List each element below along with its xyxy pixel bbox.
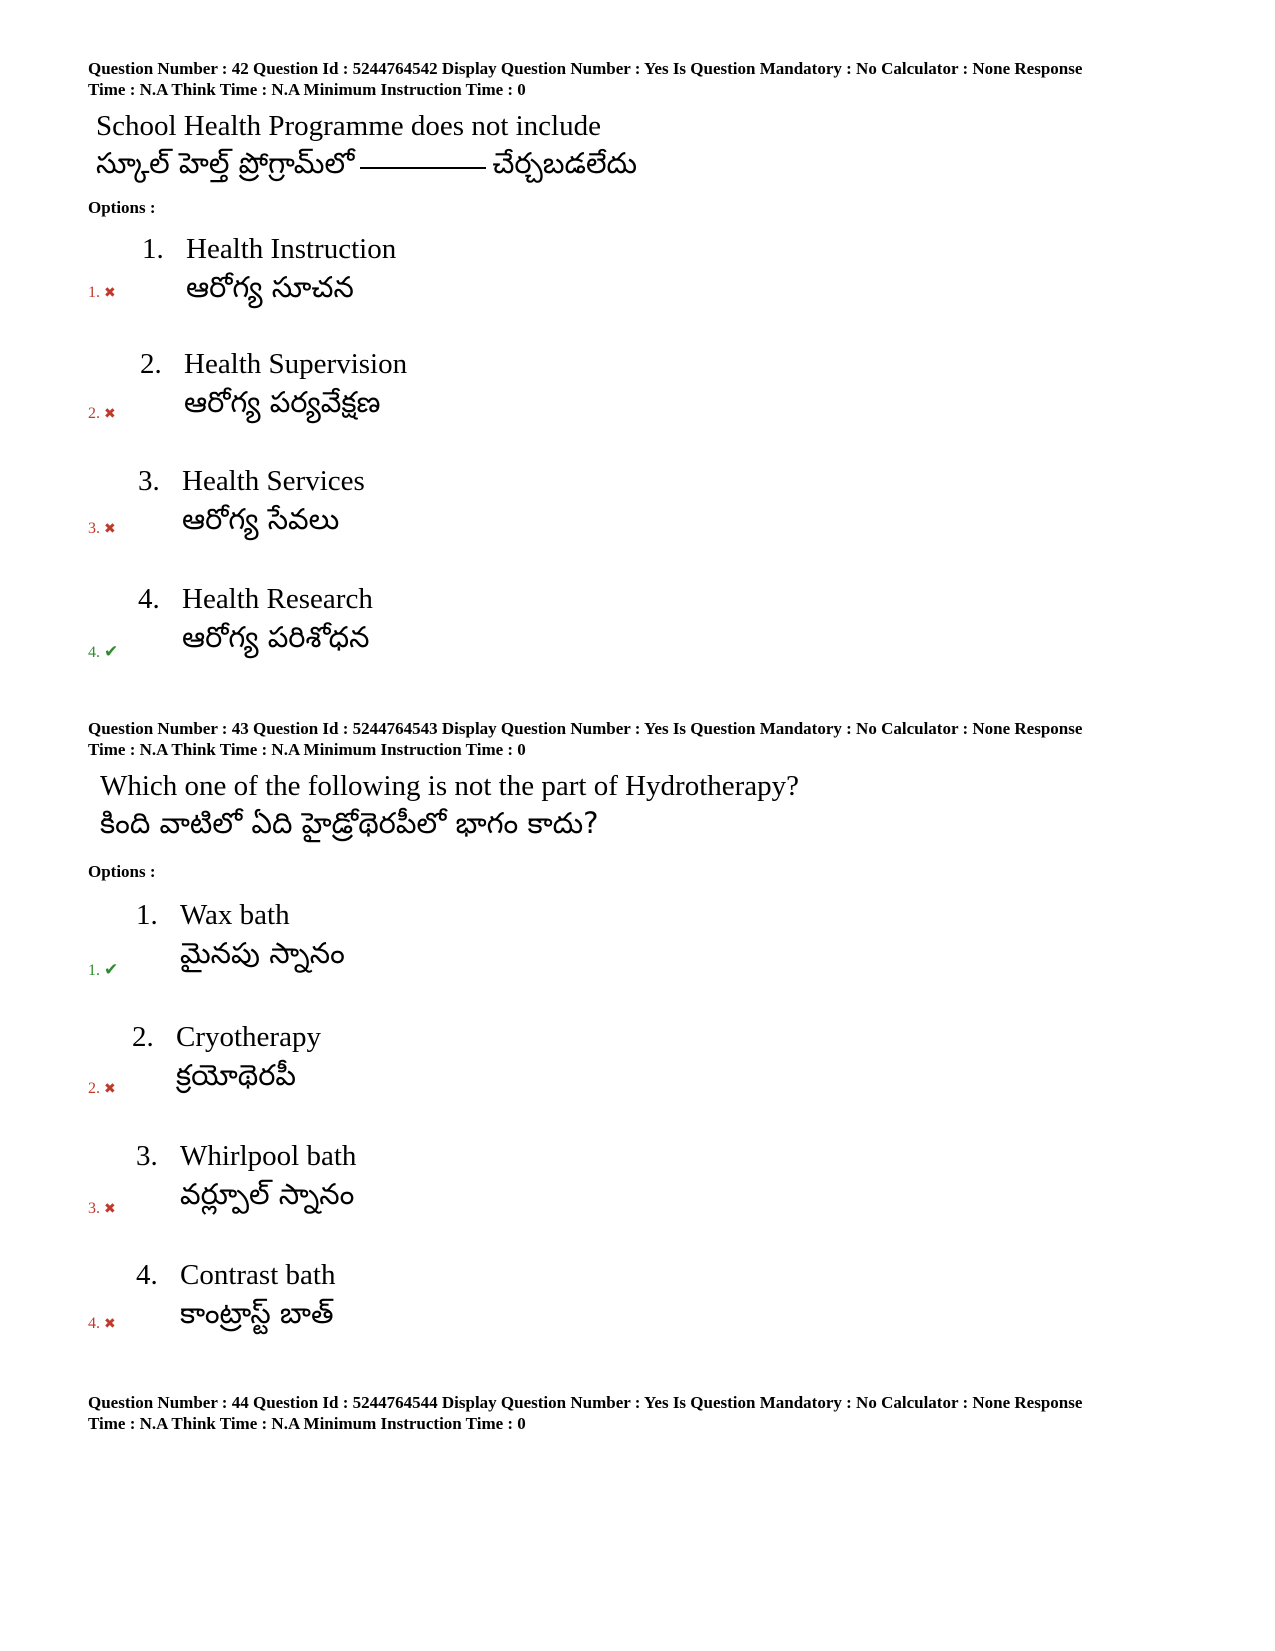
- option-1: [136, 896, 345, 972]
- option-3: [136, 1137, 356, 1213]
- option-text-english: Health Supervision: [184, 348, 408, 380]
- option-2: [140, 345, 407, 421]
- option-3: [138, 462, 365, 538]
- question-44-meta: [88, 1392, 1198, 1434]
- option-text-telugu: ఆరోగ్య పర్యవేక్షణ: [184, 385, 381, 419]
- option-number: 1.: [136, 899, 158, 931]
- option-number: 4.: [138, 583, 160, 615]
- wrong-icon: ✖: [104, 286, 116, 301]
- option-number: 3.: [138, 465, 160, 497]
- option-text-english: Contrast bath: [180, 1259, 336, 1291]
- question-43-meta: [88, 718, 1198, 760]
- option-number: 3.: [136, 1140, 158, 1172]
- check-icon: ✔: [104, 642, 119, 661]
- option-text-telugu: కాంట్రాస్ట్ బాత్: [180, 1296, 334, 1330]
- question-text-telugu: స్కూల్ హెల్త్ ప్రోగ్రామ్‌లో చేర్చబడలేదు: [96, 146, 638, 180]
- answer-mark-3: 3. ✖: [88, 1200, 116, 1217]
- wrong-icon: ✖: [104, 1317, 116, 1332]
- option-text-english: Health Services: [182, 465, 365, 497]
- option-text-english: Wax bath: [180, 899, 290, 931]
- meta-line-2: Time : N.A Think Time : N.A Minimum Instruction Time : 0: [88, 1414, 526, 1433]
- option-text-telugu: ఆరోగ్య సేవలు: [182, 502, 340, 536]
- meta-line-2: Time : N.A Think Time : N.A Minimum Instruction Time : 0: [88, 80, 526, 99]
- option-text-english: Cryotherapy: [176, 1021, 321, 1053]
- answer-mark-1: 1. ✖: [88, 284, 116, 301]
- answer-mark-2: 2. ✖: [88, 405, 116, 422]
- fill-in-blank: [360, 167, 486, 169]
- wrong-icon: ✖: [104, 1202, 116, 1217]
- option-2: [132, 1018, 321, 1094]
- option-number: 2.: [140, 348, 162, 380]
- option-text-english: Health Research: [182, 583, 373, 615]
- option-text-english: Health Instruction: [186, 233, 397, 265]
- question-42-text: [96, 108, 637, 182]
- answer-mark-3: 3. ✖: [88, 520, 116, 537]
- option-text-telugu: మైనపు స్నానం: [180, 936, 345, 970]
- options-label: Options :: [88, 198, 156, 217]
- option-4: [136, 1256, 335, 1332]
- option-text-telugu: వర్ల్పూల్ స్నానం: [180, 1177, 355, 1211]
- option-4: [138, 580, 373, 656]
- check-icon: ✔: [104, 960, 119, 979]
- question-text-telugu: కింది వాటిలో ఏది హైడ్రోథెరపీలో భాగం కాదు?: [100, 806, 599, 840]
- answer-mark-1: 1. ✔: [88, 960, 119, 979]
- option-text-english: Whirlpool bath: [180, 1140, 357, 1172]
- question-text-english: School Health Programme does not include: [96, 110, 601, 142]
- option-text-telugu: ఆరోగ్య సూచన: [186, 270, 354, 304]
- question-42-meta: [88, 58, 1198, 100]
- options-label: Options :: [88, 862, 156, 881]
- option-number: 2.: [132, 1021, 154, 1053]
- answer-mark-4: 4. ✔: [88, 642, 119, 661]
- option-number: 1.: [142, 233, 164, 265]
- option-text-telugu: క్రయోథెరపీ: [176, 1058, 297, 1092]
- wrong-icon: ✖: [104, 522, 116, 537]
- answer-mark-4: 4. ✖: [88, 1315, 116, 1332]
- question-43-text: [100, 768, 799, 842]
- option-1: [142, 230, 396, 306]
- wrong-icon: ✖: [104, 1082, 116, 1097]
- answer-mark-2: 2. ✖: [88, 1080, 116, 1097]
- question-text-english: Which one of the following is not the part of Hydrotherapy?: [100, 770, 800, 802]
- meta-line-2: Time : N.A Think Time : N.A Minimum Instruction Time : 0: [88, 740, 526, 759]
- wrong-icon: ✖: [104, 407, 116, 422]
- meta-line-1: Question Number : 43 Question Id : 5244764543 Display Question Number : Yes Is Question Mandatory : No Calculator : None Response: [88, 719, 1083, 738]
- option-number: 4.: [136, 1259, 158, 1291]
- option-text-telugu: ఆరోగ్య పరిశోధన: [182, 620, 370, 654]
- meta-line-1: Question Number : 42 Question Id : 5244764542 Display Question Number : Yes Is Question Mandatory : No Calculator : None Response: [88, 59, 1083, 78]
- meta-line-1: Question Number : 44 Question Id : 5244764544 Display Question Number : Yes Is Question Mandatory : No Calculator : None Response: [88, 1393, 1083, 1412]
